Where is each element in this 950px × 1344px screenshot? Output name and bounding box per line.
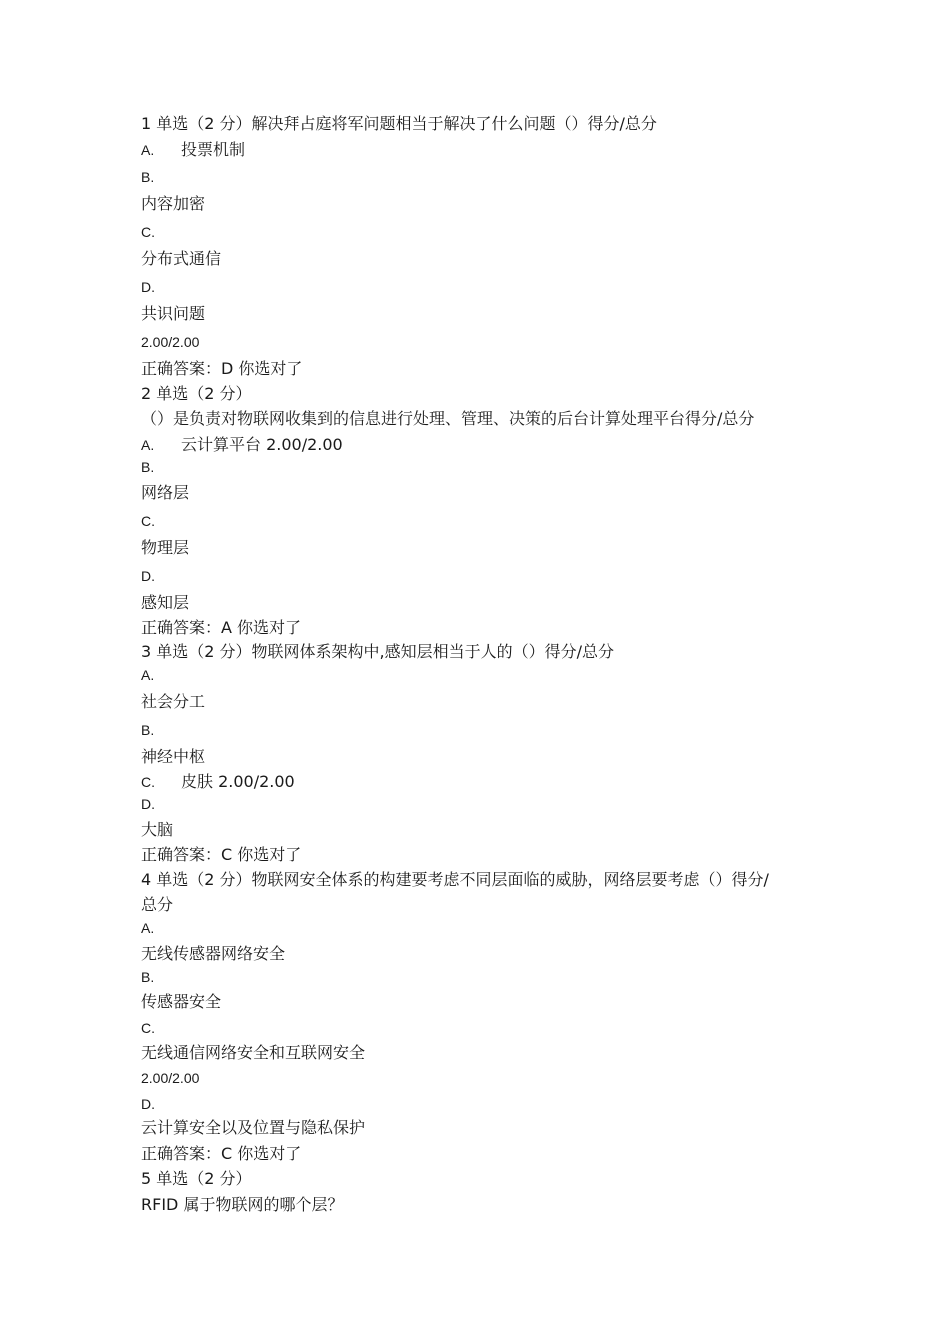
question-4-option-d-label: D. [141,1096,155,1112]
question-2-option-a [141,435,343,455]
question-4-option-a-label: A. [141,920,155,936]
question-1-option-a [141,140,245,160]
question-3-option-d-label: D. [141,796,155,812]
question-1-answer: 正确答案：D 你选对了 [141,359,303,378]
question-4-option-d-text: 云计算安全以及位置与隐私保护 [141,1118,366,1137]
question-4-option-c-label: C. [141,1020,155,1036]
question-2-option-d-text: 感知层 [141,593,190,612]
option-label: A. [141,142,155,158]
question-1-score: 2.00/2.00 [141,334,200,350]
question-4-option-a-text: 无线传感器网络安全 [141,944,286,963]
question-3-option-d-text: 大脑 [141,820,174,839]
question-2-option-b-label: B. [141,459,155,475]
option-label: A. [141,437,155,453]
question-4-option-c-text: 无线通信网络安全和互联网安全 [141,1043,366,1062]
question-2-stem: （）是负责对物联网收集到的信息进行处理、管理、决策的后台计算处理平台得分/总分 [141,409,755,428]
question-3-option-a-text: 社会分工 [141,692,206,711]
question-3-answer: 正确答案：C 你选对了 [141,845,302,864]
question-4-title-continued: 总分 [141,895,174,914]
question-2-option-d-label: D. [141,568,155,584]
option-text: 投票机制 [181,140,246,159]
question-3-option-b-label: B. [141,722,155,738]
question-2-title: 2 单选（2 分） [141,384,252,403]
question-1-title: 1 单选（2 分）解决拜占庭将军问题相当于解决了什么问题（）得分/总分 [141,114,657,133]
question-3-option-a-label: A. [141,667,155,683]
question-1-option-c-label: C. [141,224,155,240]
question-1-option-b-text: 内容加密 [141,194,206,213]
option-label: C. [141,774,155,790]
question-3-option-c [141,772,295,792]
option-text: 云计算平台 2.00/2.00 [181,435,343,454]
question-3-option-b-text: 神经中枢 [141,747,206,766]
question-1-option-d-label: D. [141,279,155,295]
question-2-option-c-text: 物理层 [141,538,190,557]
question-1-option-d-text: 共识问题 [141,304,206,323]
question-2-option-c-label: C. [141,513,155,529]
question-4-answer: 正确答案：C 你选对了 [141,1144,302,1163]
question-2-answer: 正确答案：A 你选对了 [141,618,302,637]
question-1-option-c-text: 分布式通信 [141,249,222,268]
question-4-option-b-text: 传感器安全 [141,992,222,1011]
question-2-option-b-text: 网络层 [141,483,190,502]
question-4-title: 4 单选（2 分）物联网安全体系的构建要考虑不同层面临的威胁，网络层要考虑（）得分/ [141,870,769,889]
question-5-title: 5 单选（2 分） [141,1169,252,1188]
question-4-score: 2.00/2.00 [141,1070,200,1086]
question-4-option-b-label: B. [141,969,155,985]
question-5-stem: RFID 属于物联网的哪个层？ [141,1195,344,1214]
option-text: 皮肤 2.00/2.00 [181,772,295,791]
question-3-title: 3 单选（2 分）物联网体系架构中,感知层相当于人的（）得分/总分 [141,642,615,661]
question-1-option-b-label: B. [141,169,155,185]
